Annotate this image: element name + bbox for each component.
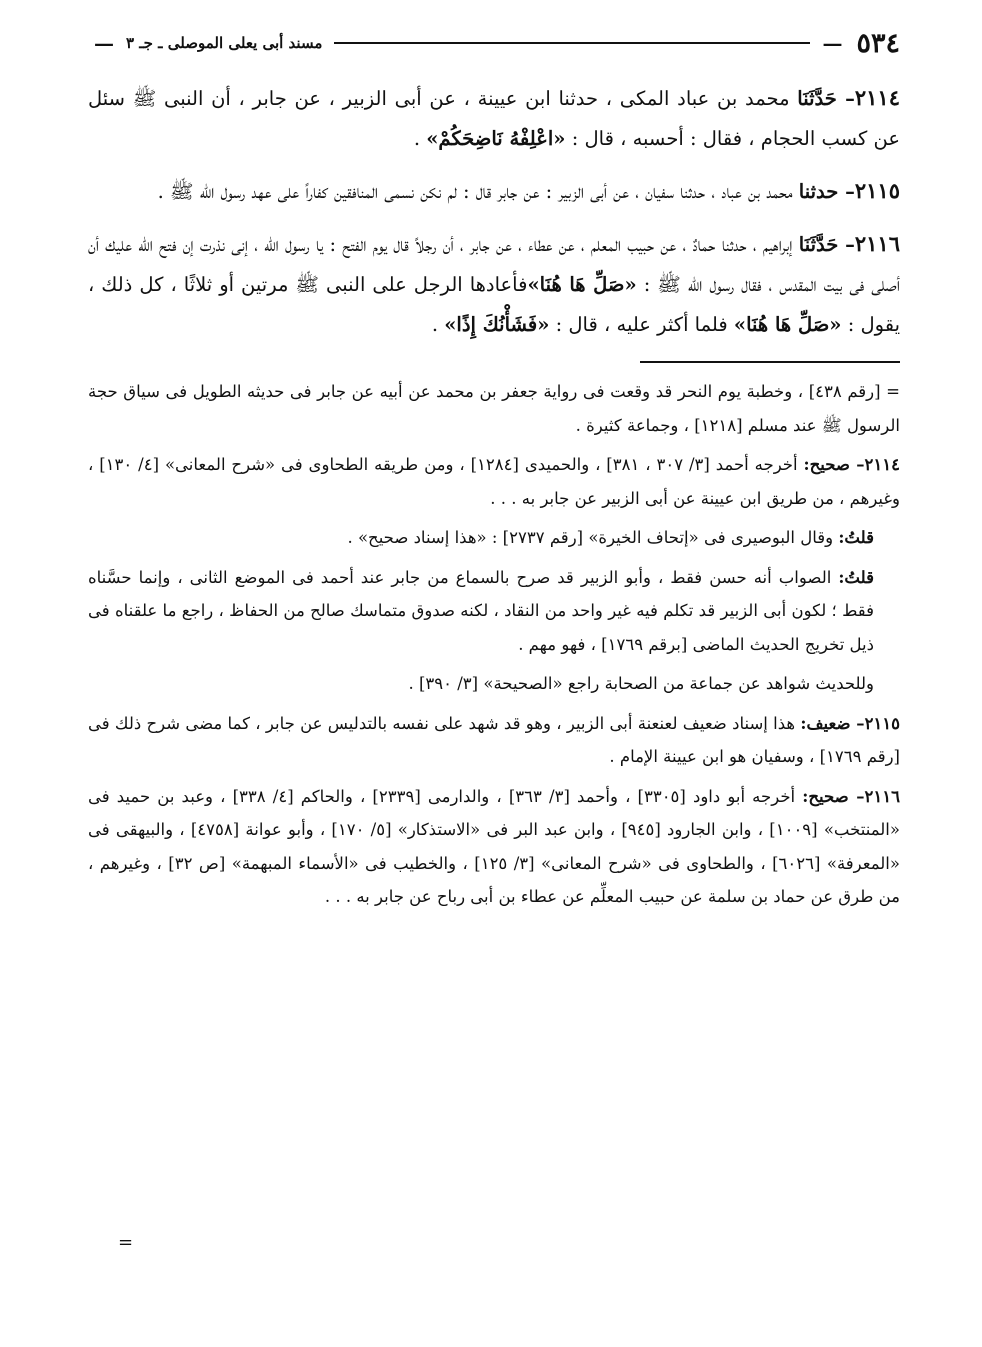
footnote-2114-shawahid — [88, 667, 900, 701]
hadith-text: محمد بن عباد ، حدثنا سفيان ، عن أبى الزبير : عن جابر قال : لم نكن نسمى المنافقين كفاراً على عهد رسول الله ﷺ . — [157, 180, 799, 203]
header-trail-dash: — — [94, 31, 114, 55]
hadith-number: ٢١١٤ — [854, 85, 900, 110]
hadith-2114 — [88, 78, 900, 159]
hadith-quote-3: «فَشَأْنُكَ إِذًا» — [444, 313, 550, 336]
footnote-label: ٢١١٤– صحيح: — [803, 455, 900, 474]
header-rule — [334, 42, 810, 44]
hadith-tail: . — [431, 313, 445, 336]
hadith-text: إبراهيم ، حدثنا حمادٌ ، عن حبيب المعلم ، عن عطاء ، عن جابر ، أن رجلاً قال يوم الفتح : يا رسول الله ، إنى نذرت إن فتح الله عليك أن أصلى فى بيت المقدس ، فقال رسول الله ﷺ : — [88, 233, 900, 296]
hadith-text-3: فلما أكثر عليه ، قال : — [549, 313, 734, 336]
footnote-label: ٢١١٦– صحيح: — [802, 786, 900, 806]
footnote-text: أخرجه أحمد [٣/ ٣٠٧ ، ٣٨١] ، والحميدى [١٢٨٤] ، ومن طريقه الطحاوى فى «شرح المعانى» [٤/ ١٣٠] ، وغيرهم ، من طريق ابن عيينة عن أبى الزبير عن جابر به . . . — [88, 455, 900, 508]
footnote-text: وللحديث شواهد عن جماعة من الصحابة راجع «الصحيحة» [٣/ ٣٩٠] . — [408, 674, 874, 693]
footnote-text: = [رقم ٤٣٨] ، وخطبة يوم النحر قد وقعت فى رواية جعفر بن محمد عن أبيه عن جابر فى حديثه الطويل فى سياق حجة الرسول ﷺ عند مسلم [١٢١٨] ، وجماعة كثيرة . — [88, 382, 900, 435]
footnote-text: أخرجه أبو داود [٣٣٠٥] ، وأحمد [٣/ ٣٦٣] ، والدارمى [٢٣٣٩] ، والحاكم [٤/ ٣٣٨] ، وعبد بن حميد فى «المنتخب» [١٠٠٩] ، وابن الجارود [٩٤٥] ، وابن عبد البر فى «الاستذكار» [٥/ ١٧٠] ، وأبو عوانة [٤٧٥٨] ، والبيهقى فى «المعرفة» [٦٠٢٦] ، والطحاوى فى «شرح المعانى» [٣/ ١٢٥] ، والخطيب فى «الأسماء المبهمة» [ص ٣٢] ، وغيرهم ، من طرق عن حماد بن سلمة عن حبيب المعلِّم عن عطاء بن أبى رباح عن جابر به . . . — [88, 786, 900, 906]
page — [88, 26, 900, 920]
hadith-quote-2: «صَلِّ هَا هُنَا» — [733, 313, 842, 336]
footnote-text: الصواب أنه حسن فقط ، وأبو الزبير قد صرح بالسماع من جابر عند أحمد فى الموضع الثانى ، وإنما حسَّناه فقط ؛ لكون أبى الزبير قد تكلم فيه غير واحد من النقاد ، لكنه صدوق متماسك صالح من الحفاظ ، راجع ما علقناه فى ذيل تخريج الحديث الماضى [برقم ١٧٦٩] ، فهو مهم . — [88, 567, 874, 654]
hadith-text-2: فأعادها الرجل على النبى ﷺ مرتين أو ثلاثًا ، كل ذلك ، يقول : — [88, 273, 900, 336]
hadith-quote: «صَلِّ هَا هُنَا» — [527, 273, 637, 296]
hadith-number: ٢١١٥ — [854, 178, 900, 203]
footnote-label: ٢١١٥– ضعيف: — [800, 713, 901, 733]
footnote-2116 — [88, 780, 900, 914]
footnote-2114 — [88, 448, 900, 515]
footnote-text: وقال البوصيرى فى «إتحاف الخيرة» [رقم ٢٧٣٧] : «هذا إسناد صحيح» . — [347, 528, 839, 547]
footnote-label: قلتُ: — [838, 528, 874, 547]
main-text — [88, 78, 900, 345]
continuation-mark: = — [118, 1232, 134, 1253]
hadith-lead: – حَدَّثَنَا — [798, 233, 855, 256]
hadith-2116 — [88, 224, 900, 345]
footnote-2115 — [88, 707, 900, 774]
hadith-2115 — [88, 171, 900, 212]
page-number: ٥٣٤ — [856, 27, 900, 59]
page-header — [88, 26, 900, 60]
hadith-text: محمد بن عباد المكى ، حدثنا ابن عيينة ، عن أبى الزبير ، عن جابر ، أن النبى ﷺ سئل عن كسب الحجام ، فقال : أحسبه ، قال : — [88, 87, 900, 150]
footnote-separator — [640, 361, 900, 363]
hadith-tail: . — [413, 127, 427, 150]
hadith-number: ٢١١٦ — [854, 231, 900, 256]
footnote-label: قلتُ: — [838, 567, 874, 587]
footnote-2114-note-2 — [88, 561, 900, 662]
hadith-lead: – حدثنا — [798, 180, 855, 203]
header-dash: — — [822, 31, 843, 55]
footnotes — [88, 375, 900, 914]
running-title: مسند أبى يعلى الموصلى ـ جـ ٣ — [126, 34, 323, 52]
hadith-lead: – حَدَّثَنَا — [797, 87, 855, 110]
footnote-continued — [88, 375, 900, 442]
footnote-text: هذا إسناد ضعيف لعنعنة أبى الزبير ، وهو قد شهد على نفسه بالتدليس عن جابر ، كما مضى شرح ذلك فى [رقم ١٧٦٩] ، وسفيان هو ابن عيينة الإمام . — [88, 713, 900, 766]
footnote-2114-note-1 — [88, 521, 900, 555]
hadith-quote: «اعْلِفْهُ نَاضِحَكُمْ» — [426, 127, 566, 150]
